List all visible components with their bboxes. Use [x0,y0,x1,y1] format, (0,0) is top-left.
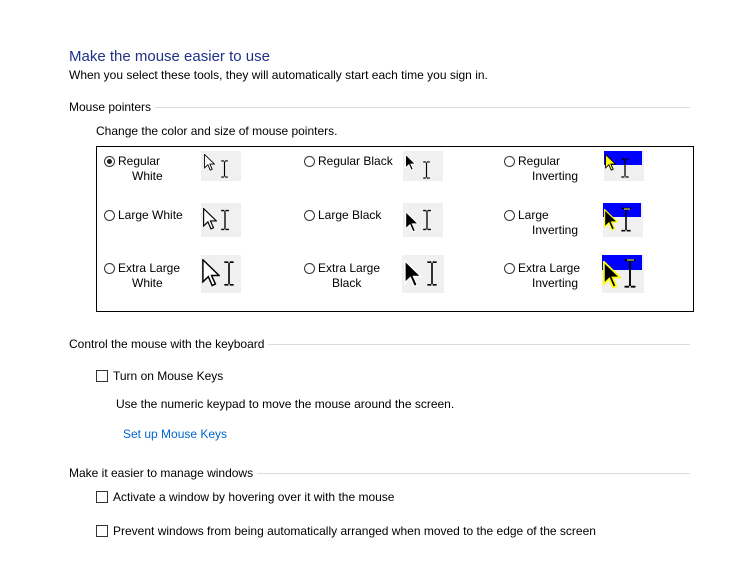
radio-large-black[interactable] [304,208,381,223]
checkbox-label: Prevent windows from being automatically arranged when moved to the edge of the screen [113,524,596,538]
radio-button[interactable] [104,210,115,221]
radio-label: Extra Large White [118,261,181,290]
radio-button[interactable] [504,156,515,167]
radio-button[interactable] [504,263,515,274]
radio-button[interactable] [304,156,315,167]
pointer-preview-extra-large-white [201,255,241,293]
group-label: Make it easier to manage windows [69,466,254,480]
checkbox-label: Activate a window by hovering over it with the mouse [113,490,395,504]
radio-label: Regular Black [318,154,393,168]
radio-label: Large Black [318,208,382,222]
radio-label: Large Inverting [518,208,579,237]
radio-button[interactable] [104,156,115,167]
radio-button[interactable] [304,263,315,274]
mouse-keys-checkbox-row[interactable] [96,369,223,383]
prevent-arrange-checkbox-row[interactable] [96,524,596,538]
divider [268,344,690,345]
pointer-preview-extra-large-black [402,255,444,293]
page-title: Make the mouse easier to use [69,48,270,65]
hover-activate-checkbox-row[interactable] [96,490,394,504]
pointer-instruction: Change the color and size of mouse pointers. [96,124,338,138]
radio-label: Extra Large Black [318,261,381,290]
group-label: Control the mouse with the keyboard [69,337,265,351]
radio-extra-large-inverting[interactable] [504,261,580,291]
radio-regular-black[interactable] [304,154,393,169]
keyboard-group-header [69,337,690,351]
radio-large-white[interactable] [104,208,183,223]
pointer-preview-regular-black [403,151,443,181]
pointer-scheme-box [96,146,694,312]
mouse-keys-checkbox[interactable] [96,370,108,382]
pointer-preview-large-black [403,203,443,237]
prevent-arrange-checkbox[interactable] [96,525,108,537]
radio-button[interactable] [104,263,115,274]
group-label: Mouse pointers [69,100,152,114]
windows-group-header [69,466,690,480]
divider [257,473,690,474]
setup-mouse-keys-link[interactable]: Set up Mouse Keys [123,427,228,441]
mouse-keys-description: Use the numeric keypad to move the mouse around the screen. [116,397,455,411]
pointer-preview-extra-large-inverting [602,255,644,293]
radio-regular-inverting[interactable] [504,154,578,184]
pointer-preview-regular-inverting [604,151,644,181]
radio-label: Large White [118,208,183,222]
radio-large-inverting[interactable] [504,208,578,238]
radio-regular-white[interactable] [104,154,163,184]
pointer-preview-large-inverting [603,203,643,237]
pointer-preview-large-white [201,203,241,237]
divider [155,107,690,108]
mouse-pointers-group-header [69,100,690,114]
checkbox-label: Turn on Mouse Keys [113,369,224,383]
radio-extra-large-black[interactable] [304,261,380,291]
radio-extra-large-white[interactable] [104,261,180,291]
radio-label: Regular Inverting [518,154,579,183]
radio-button[interactable] [304,210,315,221]
hover-activate-checkbox[interactable] [96,491,108,503]
radio-label: Regular White [118,154,163,183]
page-subtitle: When you select these tools, they will automatically start each time you sign in. [69,68,488,82]
radio-label: Extra Large Inverting [518,261,581,290]
pointer-preview-regular-white [201,151,241,181]
radio-button[interactable] [504,210,515,221]
